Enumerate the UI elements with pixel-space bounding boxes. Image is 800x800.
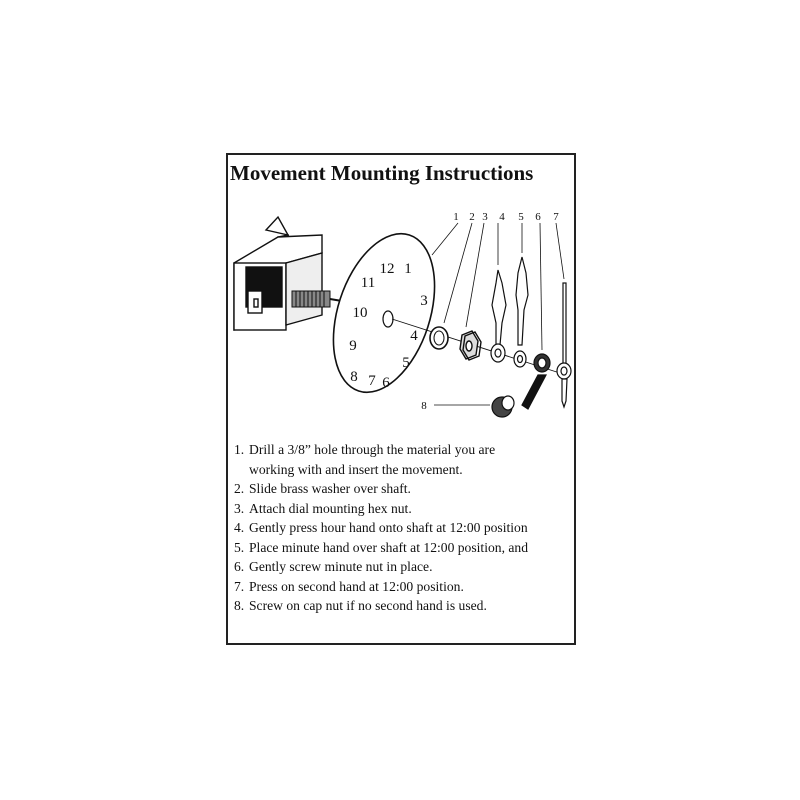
- step-item: 2. Slide brass washer over shaft.: [234, 481, 411, 496]
- instruction-steps: [234, 440, 574, 616]
- part-label: 6: [535, 211, 541, 223]
- dial-number: 7: [368, 373, 376, 389]
- part-label: 1: [453, 211, 459, 223]
- minute-hand: [514, 257, 528, 367]
- step-item: 6. Gently screw minute nut in place.: [234, 559, 433, 574]
- step-item: 3. Attach dial mounting hex nut.: [234, 500, 412, 516]
- dial-number: 8: [350, 369, 358, 385]
- step-item: 5. Place minute hand over shaft at 12:00 position, and: [234, 539, 528, 555]
- dial-number: 3: [420, 293, 428, 309]
- dial-number: 10: [352, 305, 368, 321]
- dial-number: 4: [410, 328, 418, 344]
- part-label: 2: [469, 211, 475, 223]
- step-item: 4. Gently press hour hand onto shaft at 12:00 position: [234, 520, 528, 535]
- second-hand: [557, 283, 571, 407]
- part-label: 5: [518, 211, 524, 223]
- part-label: 7: [553, 211, 559, 223]
- page-title: Movement Mounting Instructions: [230, 161, 534, 185]
- threaded-shaft: [292, 291, 342, 307]
- part-label: 4: [499, 211, 505, 223]
- brass-washer: [430, 327, 448, 349]
- step-item: 7. Press on second hand at 12:00 position.: [234, 578, 464, 594]
- hour-hand: [491, 270, 506, 362]
- cap-nut: [492, 396, 514, 417]
- dial-number: 6: [382, 375, 390, 391]
- step-item-continuation: working with and insert the movement.: [249, 461, 463, 477]
- exploded-assembly-diagram: [226, 195, 576, 425]
- dial-number: 1: [404, 261, 412, 277]
- clock-movement: [234, 217, 322, 330]
- part-label: 8: [421, 400, 427, 412]
- dial-number: 9: [349, 338, 357, 354]
- dial-number: 12: [379, 261, 395, 277]
- dial-number: 5: [402, 355, 410, 371]
- clock-dial: [315, 221, 453, 405]
- dial-number: 11: [360, 275, 376, 291]
- hex-nut: [460, 331, 481, 360]
- part-label: 3: [482, 211, 488, 223]
- step-item: 1. Drill a 3/8” hole through the material you are: [234, 442, 496, 457]
- step-item: 8. Screw on cap nut if no second hand is used.: [234, 598, 487, 613]
